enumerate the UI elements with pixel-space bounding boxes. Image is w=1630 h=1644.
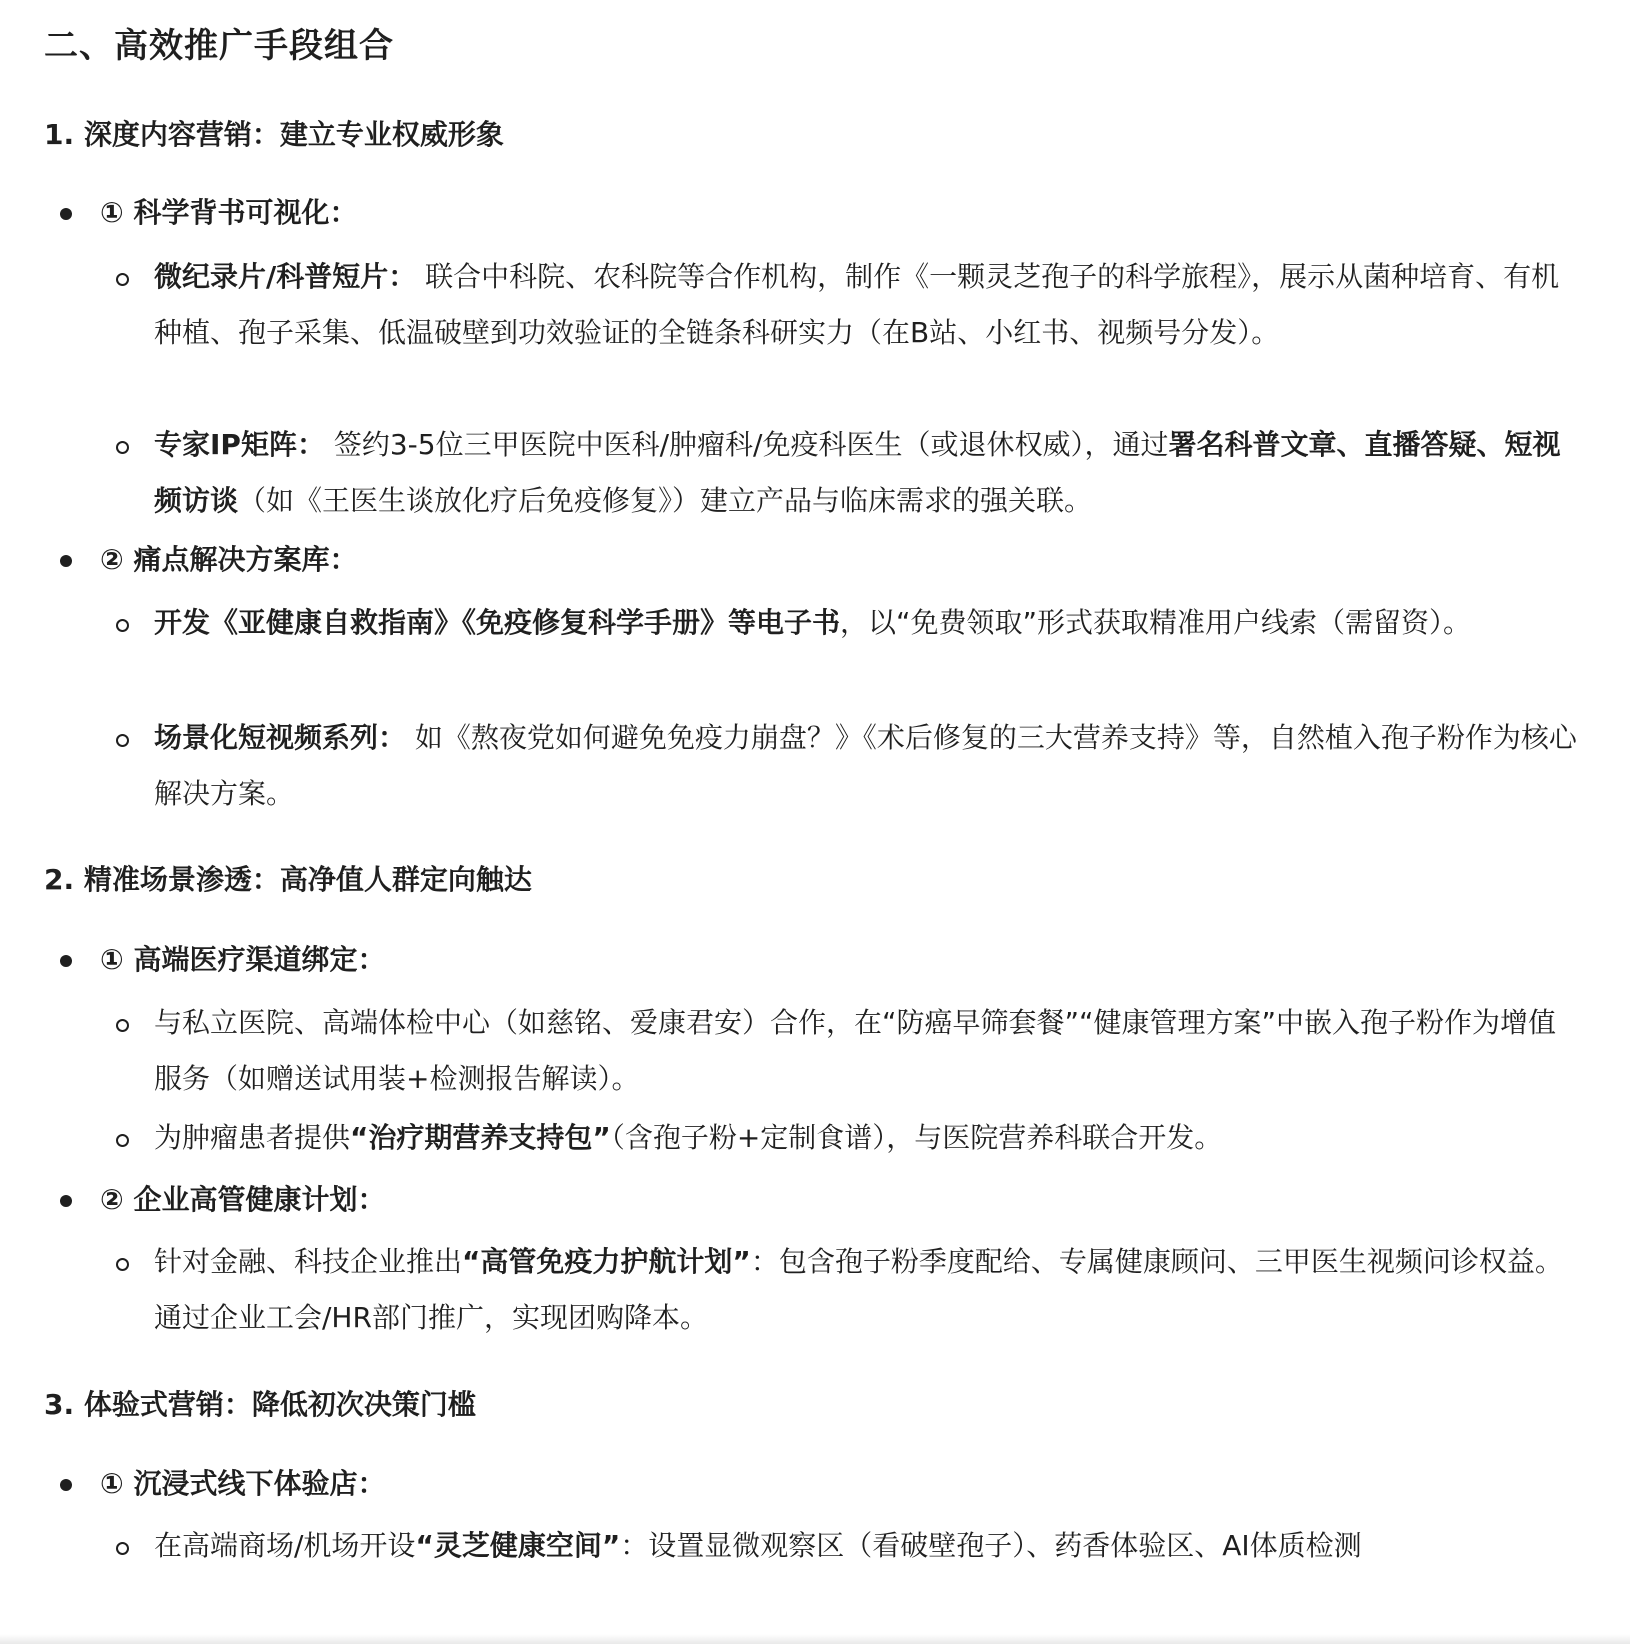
sub-item-bold: 场景化短视频系列： xyxy=(154,721,407,754)
bullet-circle-icon xyxy=(116,1258,129,1271)
sub-item-text-2: （含孢子粉+定制食谱），与医院营养科联合开发。 xyxy=(610,1121,1223,1154)
list-item-label: ① 科学背书可视化： xyxy=(100,196,358,229)
bullet-circle-icon xyxy=(116,441,129,454)
sub-item-text-2: （如《王医生谈放化疗后免疫修复》）建立产品与临床需求的强关联。 xyxy=(238,484,1093,517)
bullet-circle-icon xyxy=(116,619,129,632)
bullet-dot-icon xyxy=(60,1195,72,1207)
sub-item-bold-2: “治疗期营养支持包” xyxy=(350,1121,611,1154)
bullet-dot-icon xyxy=(60,208,72,220)
sub-item-bold: 专家IP矩阵： xyxy=(154,428,325,461)
sub-item-bold-2: “高管免疫力护航计划” xyxy=(462,1245,751,1278)
sub-item-bold-2: “灵芝健康空间” xyxy=(415,1529,621,1562)
sub-item-text: 签约3-5位三甲医院中医科/肿瘤科/免疫科医生（或退休权威），通过 xyxy=(324,428,1169,461)
sub-item-text: 在高端商场/机场开设 xyxy=(154,1529,416,1562)
section-heading: 二、高效推广手段组合 xyxy=(44,26,394,66)
sub-item-text-2: ：设置显微观察区（看破壁孢子）、药香体验区、AI体质检测 xyxy=(620,1529,1362,1562)
list-item-label: ② 企业高管健康计划： xyxy=(100,1183,386,1216)
bullet-circle-icon xyxy=(116,734,129,747)
bullet-circle-icon xyxy=(116,1134,129,1147)
sub-item-text: 为肿瘤患者提供 xyxy=(154,1121,351,1154)
sub-list-item-text xyxy=(154,249,1579,361)
sub-item-bold-2: 署名科普文章、直播答疑、短视频访谈 xyxy=(154,428,1561,517)
sub-list-item-text xyxy=(154,710,1579,822)
subsection-title-3: 3. 体验式营销：降低初次决策门槛 xyxy=(44,1388,476,1421)
sub-list-item-text xyxy=(154,595,1579,651)
bullet-dot-icon xyxy=(60,955,72,967)
list-item-label: ② 痛点解决方案库： xyxy=(100,543,358,576)
bullet-circle-icon xyxy=(116,1542,129,1555)
sub-item-text: 联合中科院、农科院等合作机构，制作《一颗灵芝孢子的科学旅程》，展示从菌种培育、有机种植、孢子采集、低温破壁到功效验证的全链条科研实力（在B站、小红书、视频号分发）。 xyxy=(154,260,1560,349)
sub-item-bold: 微纪录片/科普短片： xyxy=(154,260,417,293)
sub-item-bold: 开发《亚健康自救指南》《免疫修复科学手册》等电子书 xyxy=(154,606,841,639)
bottom-edge-shadow xyxy=(0,1634,1630,1644)
sub-list-item-text xyxy=(154,1110,1579,1166)
bullet-dot-icon xyxy=(60,1479,72,1491)
list-item-label: ① 沉浸式线下体验店： xyxy=(100,1467,386,1500)
bullet-circle-icon xyxy=(116,1019,129,1032)
sub-list-item-text xyxy=(154,1234,1579,1346)
bullet-circle-icon xyxy=(116,273,129,286)
sub-item-text: 针对金融、科技企业推出 xyxy=(154,1245,463,1278)
subsection-title-2: 2. 精准场景渗透：高净值人群定向触达 xyxy=(44,863,532,896)
sub-item-text: 如《熬夜党如何避免免疫力崩盘？》《术后修复的三大营养支持》等，自然植入孢子粉作为核心解决方案。 xyxy=(154,721,1577,810)
bullet-dot-icon xyxy=(60,555,72,567)
sub-item-text: ，以“免费领取”形式获取精准用户线索（需留资）。 xyxy=(840,606,1472,639)
sub-list-item-text xyxy=(154,417,1579,529)
list-item-label: ① 高端医疗渠道绑定： xyxy=(100,943,386,976)
sub-item-text-2: ：包含孢子粉季度配给、专属健康顾问、三甲医生视频问诊权益。通过企业工会/HR部门推广，实现团购降本。 xyxy=(154,1245,1563,1334)
sub-list-item-text: 与私立医院、高端体检中心（如慈铭、爱康君安）合作，在“防癌早筛套餐”“健康管理方案”中嵌入孢子粉作为增值服务（如赠送试用装+检测报告解读）。 xyxy=(154,1006,1557,1095)
sub-list-item-text xyxy=(154,1518,1579,1574)
subsection-title-1: 1. 深度内容营销：建立专业权威形象 xyxy=(44,118,504,151)
